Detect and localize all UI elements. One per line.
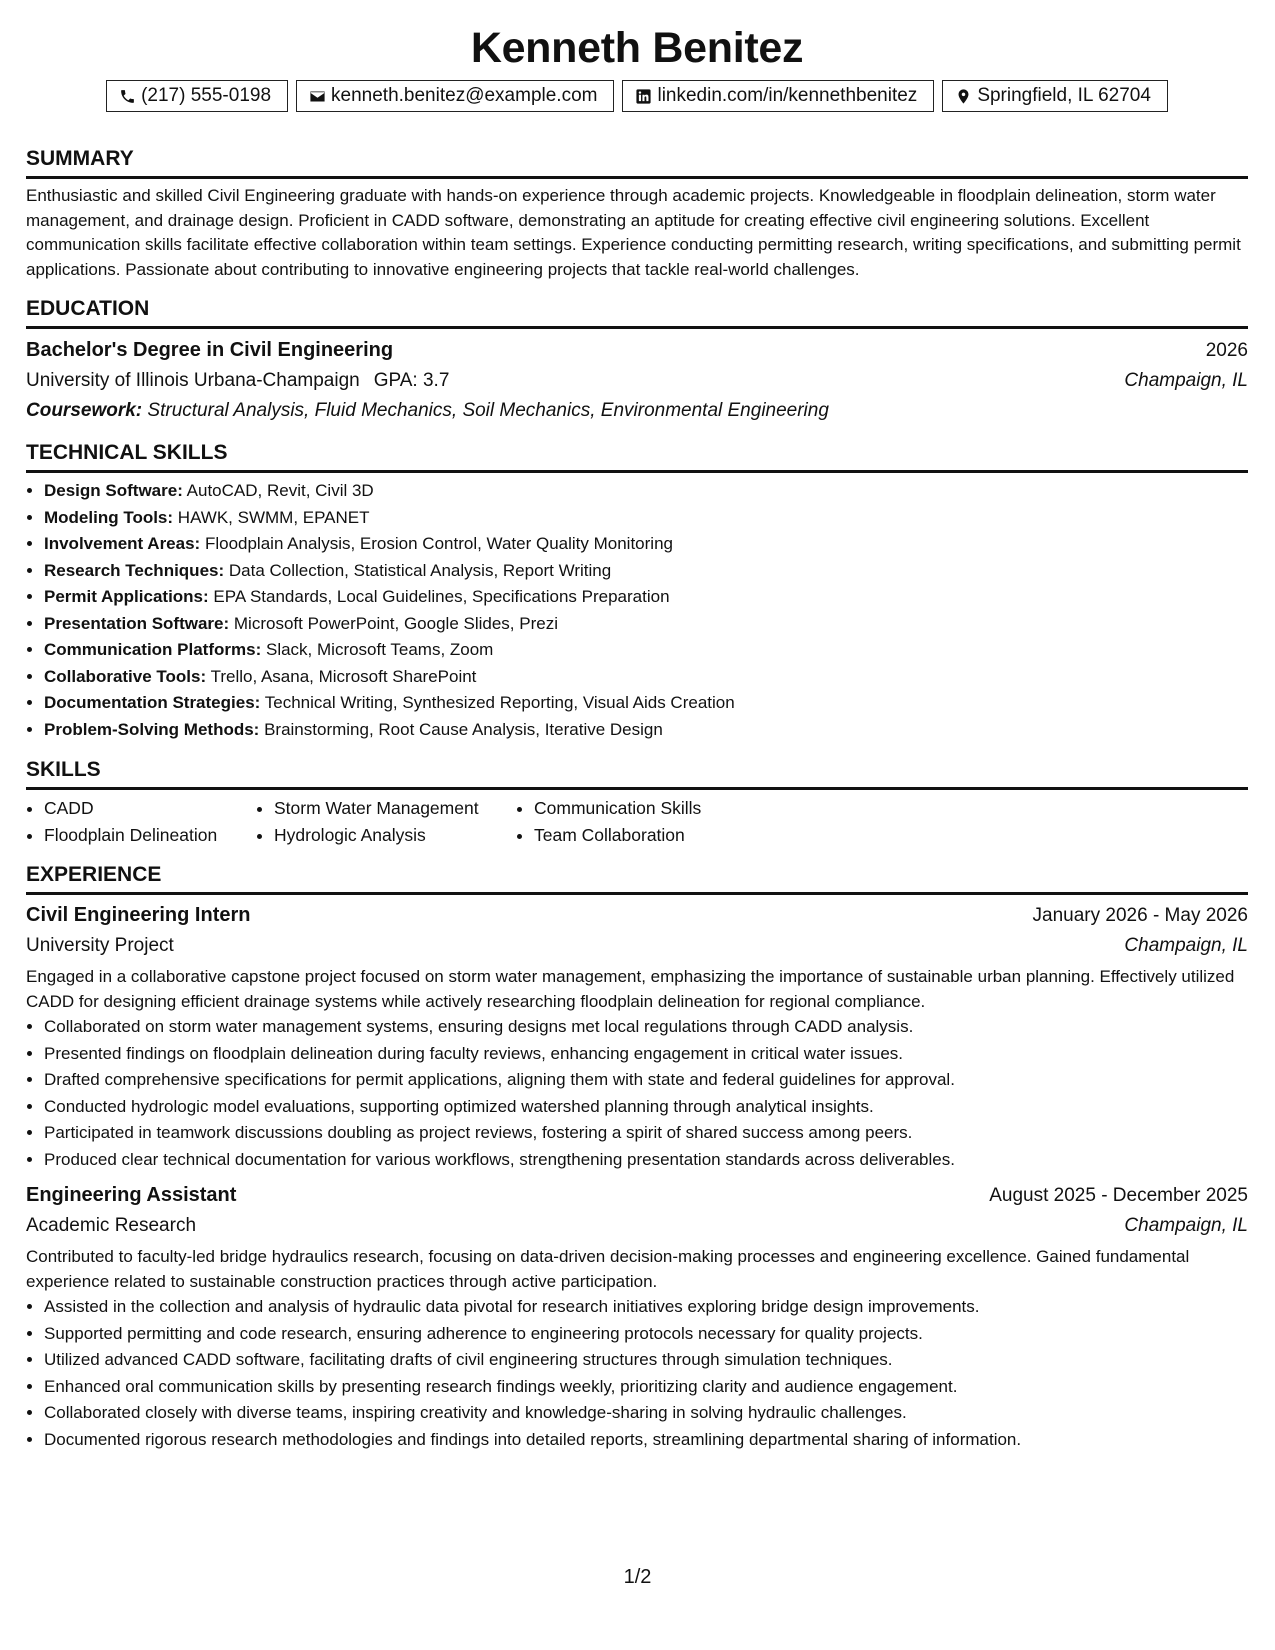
job-role: Civil Engineering Intern — [26, 904, 251, 926]
envelope-icon — [309, 88, 326, 105]
list-item: • Documented rigorous research methodologies and findings into detailed reports, streamlining departmental sharing of information. — [44, 1427, 1248, 1454]
skill-value: Trello, Asana, Microsoft SharePoint — [210, 666, 477, 686]
gpa: GPA: 3.7 — [373, 370, 450, 391]
list-item: • Conducted hydrologic model evaluations, supporting optimized watershed planning through analytical insights. — [44, 1094, 1248, 1121]
coursework-line — [26, 396, 1248, 426]
contact-location — [942, 80, 1168, 112]
skill-label: Design Software: — [44, 481, 183, 500]
resume-page — [26, 18, 1248, 1453]
skill-value: Technical Writing, Synthesized Reporting, Visual Aids Creation — [264, 693, 735, 712]
summary-text: Enthusiastic and skilled Civil Engineering graduate with hands-on experience through academic projects. Knowledgeable in floodplain delineation, storm water management, and drainage design. Proficient in CADD software, demonstrating an aptitude for creating effective civil engineering solutions. Excellent communication skills facilitate effective collaboration within team settings. Experience conducting permitting research, writing specifications, and submitting permit applications. Passionate about contributing to innovative engineering projects that tackle real-world challenges. — [26, 186, 1241, 279]
skill-label: Documentation Strategies: — [44, 693, 261, 712]
skills-column-1 — [26, 795, 256, 848]
job-header-row — [26, 900, 1248, 931]
technical-skills-list — [26, 478, 1248, 743]
list-item — [44, 478, 1248, 505]
list-item — [44, 558, 1248, 585]
list-item: • Utilized advanced CADD software, facilitating drafts of civil engineering structures through simulation techniques. — [44, 1347, 1248, 1374]
skill-value: EPA Standards, Local Guidelines, Specifications Preparation — [213, 587, 670, 606]
education-header-row — [26, 335, 1248, 366]
skill-label: Permit Applications: — [44, 587, 209, 606]
phone-icon — [119, 88, 136, 105]
list-item — [44, 611, 1248, 638]
skill-label: Presentation Software: — [44, 613, 230, 633]
job-description: Contributed to faculty-led bridge hydraulics research, focusing on data-driven decision-making processes and engineering excellence. Gained fundamental experience related to sustainable construction practices through active participation. — [26, 1247, 1190, 1291]
experience-entry — [26, 1180, 1248, 1453]
contact-linkedin[interactable] — [622, 80, 934, 112]
section-title-skills: SKILLS — [26, 757, 1248, 790]
skill-label: Research Techniques: — [44, 560, 225, 580]
contact-email[interactable] — [296, 80, 614, 112]
list-item — [44, 584, 1248, 611]
list-item: • Participated in teamwork discussions doubling as project reviews, fostering a spirit of shared success among peers. — [44, 1120, 1248, 1147]
section-title-summary: SUMMARY — [26, 146, 1248, 179]
education-school-row — [26, 366, 1248, 396]
list-item: • Communication Skills — [534, 795, 701, 822]
school-name: University of Illinois Urbana-Champaign — [26, 370, 360, 391]
skill-value: Brainstorming, Root Cause Analysis, Iterative Design — [264, 719, 663, 739]
list-item — [44, 664, 1248, 691]
job-bullets — [26, 1294, 1248, 1453]
skill-label: Involvement Areas: — [44, 534, 201, 553]
coursework-label: Coursework: — [26, 400, 143, 421]
skills-column-2 — [256, 795, 516, 848]
skills-section — [26, 757, 1248, 848]
list-item: • Produced clear technical documentation for various workflows, strengthening presentation standards across deliverables. — [44, 1147, 1248, 1174]
page-number: 1/2 — [623, 1566, 652, 1588]
list-item: • Assisted in the collection and analysis of hydraulic data pivotal for research initiatives exploring bridge design improvements. — [44, 1294, 1248, 1321]
list-item: • CADD — [44, 795, 256, 822]
degree: Bachelor's Degree in Civil Engineering — [26, 339, 394, 361]
skill-value: Data Collection, Statistical Analysis, Report Writing — [228, 560, 612, 580]
phone-text: (217) 555-0198 — [141, 85, 272, 106]
education-section — [26, 296, 1248, 426]
list-item — [44, 505, 1248, 532]
experience-section — [26, 862, 1248, 1453]
location-text: Springfield, IL 62704 — [977, 85, 1151, 106]
list-item — [44, 637, 1248, 664]
list-item: • Hydrologic Analysis — [274, 822, 516, 849]
job-description: Engaged in a collaborative capstone project focused on storm water management, emphasizing the importance of sustainable urban planning. Effectively utilized CADD for designing efficient drainage systems while actively researching floodplain delineation for regional compliance. — [26, 967, 1235, 1011]
skill-value: AutoCAD, Revit, Civil 3D — [186, 481, 374, 500]
skill-value: HAWK, SWMM, EPANET — [177, 507, 370, 527]
experience-entry — [26, 900, 1248, 1173]
contact-phone[interactable] — [106, 80, 288, 112]
skills-columns — [26, 795, 1248, 848]
job-org: University Project — [26, 935, 174, 956]
list-item: • Presented findings on floodplain delineation during faculty reviews, enhancing engagement in critical water issues. — [44, 1041, 1248, 1068]
skill-value: Microsoft PowerPoint, Google Slides, Prezi — [233, 613, 558, 633]
contact-bar — [26, 80, 1248, 112]
job-org: Academic Research — [26, 1215, 197, 1236]
section-title-technical-skills: TECHNICAL SKILLS — [26, 440, 1248, 473]
list-item: • Enhanced oral communication skills by presenting research findings weekly, prioritizing clarity and audience engagement. — [44, 1374, 1248, 1401]
map-pin-icon — [955, 88, 972, 105]
section-title-education: EDUCATION — [26, 296, 1248, 329]
list-item: • Team Collaboration — [534, 822, 701, 849]
summary-section — [26, 146, 1248, 282]
linkedin-text: linkedin.com/in/kennethbenitez — [657, 85, 918, 106]
list-item: • Collaborated closely with diverse teams, inspiring creativity and knowledge-sharing in solving hydraulic challenges. — [44, 1400, 1248, 1427]
section-title-experience: EXPERIENCE — [26, 862, 1248, 895]
skill-label: Problem-Solving Methods: — [44, 719, 260, 739]
list-item: • Drafted comprehensive specifications for permit applications, aligning them with state and federal guidelines for approval. — [44, 1067, 1248, 1094]
list-item — [44, 717, 1248, 744]
skill-label: Collaborative Tools: — [44, 666, 207, 686]
linkedin-icon — [635, 88, 652, 105]
list-item: • Floodplain Delineation — [44, 822, 256, 849]
job-bullets — [26, 1014, 1248, 1173]
job-location: Champaign, IL — [1124, 1215, 1248, 1236]
job-dates: January 2026 - May 2026 — [1032, 905, 1248, 926]
skill-label: Modeling Tools: — [44, 507, 174, 527]
list-item: • Supported permitting and code research, ensuring adherence to engineering protocols necessary for quality projects. — [44, 1321, 1248, 1348]
job-header-row — [26, 1180, 1248, 1211]
skill-value: Slack, Microsoft Teams, Zoom — [265, 640, 494, 659]
job-role: Engineering Assistant — [26, 1184, 237, 1206]
technical-skills-section — [26, 440, 1248, 743]
list-item: • Collaborated on storm water management systems, ensuring designs met local regulations through CADD analysis. — [44, 1014, 1248, 1041]
list-item — [44, 690, 1248, 717]
list-item: • Storm Water Management — [274, 795, 516, 822]
graduation-year: 2026 — [1205, 340, 1248, 361]
skill-label: Communication Platforms: — [44, 640, 262, 659]
candidate-name: Kenneth Benitez — [470, 24, 804, 72]
list-item — [44, 531, 1248, 558]
coursework-text: Structural Analysis, Fluid Mechanics, Soil Mechanics, Environmental Engineering — [147, 400, 829, 421]
job-org-row — [26, 931, 1248, 961]
job-location: Champaign, IL — [1124, 935, 1248, 956]
email-text: kenneth.benitez@example.com — [331, 85, 598, 106]
skills-column-3 — [516, 795, 701, 848]
job-dates: August 2025 - December 2025 — [989, 1185, 1248, 1206]
skill-value: Floodplain Analysis, Erosion Control, Water Quality Monitoring — [204, 534, 673, 553]
education-location: Champaign, IL — [1124, 370, 1248, 391]
job-org-row — [26, 1211, 1248, 1241]
